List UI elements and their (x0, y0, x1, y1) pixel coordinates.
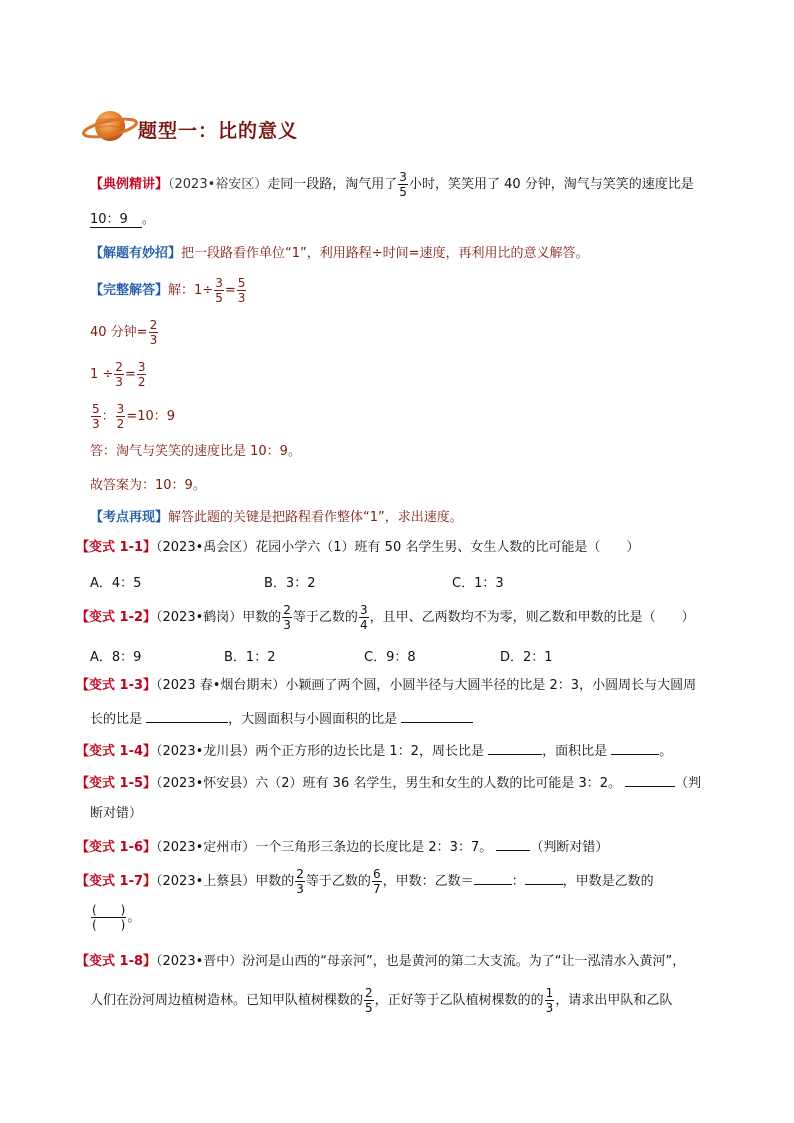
fraction: $\frac{2}{3}$ (115, 360, 123, 389)
fraction: $\frac{1}{3}$ (545, 986, 554, 1015)
variant-1-6: 【变式 1-6】（2023•定州市）一个三角形三条边的长度比是 2：3：7。 （判断对错） (76, 836, 608, 858)
variant-1-3-cont: 长的比是 ，大圆面积与小圆面积的比是 (90, 708, 473, 730)
example-line-2: 10：9 。 (90, 212, 155, 227)
variant-1-8: 【变式 1-8】（2023•晋中）汾河是山西的“母亲河”，也是黄河的第二大支流。为了“让一泓清水入黄河”， (76, 954, 686, 969)
tip-line: 【解题有妙招】把一段路看作单位“1”，利用路程÷时间=速度，再利用比的意义解答。 (90, 246, 589, 261)
solution-line-1: 【完整解答】解：1÷ $\frac{3}{5}$ = $\frac{5}{3}$ (90, 276, 246, 305)
answer-blank[interactable] (496, 836, 530, 851)
option-c[interactable]: C．1：3 (452, 576, 504, 591)
variant-1-2: 【变式 1-2】（2023•鹤岗）甲数的 $\frac{2}{3}$ 等于乙数的 $\frac{3}{4}$ ，且甲、乙两数均不为零，则乙数和甲数的比是（ ） (76, 603, 695, 632)
answer-blank[interactable] (401, 708, 473, 723)
fraction: $\frac{5}{3}$ (237, 276, 246, 305)
option-d[interactable]: D．2：1 (500, 650, 553, 665)
fraction: $\frac{2}{3}$ (149, 318, 158, 347)
variant-1-7-cont: $\frac{( )}{( )}$ 。 (92, 903, 141, 932)
review-tag: 【考点再现】 (90, 510, 169, 525)
tip-tag: 【解题有妙招】 (90, 246, 182, 261)
variant-1-5-cont: 断对错） (90, 806, 143, 821)
fraction: $\frac{3}{5}$ (215, 276, 223, 305)
fraction: $\frac{3}{4}$ (359, 603, 368, 632)
fraction: $\frac{2}{3}$ (283, 603, 291, 632)
fraction: $\frac{3}{2}$ (137, 360, 146, 389)
fraction-blank[interactable]: $\frac{( )}{( )}$ (92, 903, 126, 932)
option-b[interactable]: B．1：2 (224, 650, 276, 665)
answer-blank[interactable] (146, 708, 228, 723)
example-source: （2023•裕安区） (168, 177, 268, 192)
fraction: $\frac{2}{3}$ (296, 867, 304, 896)
solution-tag: 【完整解答】 (90, 283, 169, 298)
variant-1-5: 【变式 1-5】（2023•怀安县）六（2）班有 36 名学生，男生和女生的人数的比可能是 3：2。 （判 (76, 772, 701, 794)
solution-line-2: 40 分钟= $\frac{2}{3}$ (90, 318, 158, 347)
option-a[interactable]: A．4：5 (90, 576, 142, 591)
example-line-1: 【典例精讲】（2023•裕安区）走同一段路，淘气用了 $\frac{3}{5}$ 小时，笑笑用了 40 分钟，淘气与笑笑的速度比是 (90, 170, 694, 199)
variant-1-3: 【变式 1-3】（2023 春•烟台期末）小颖画了两个圆，小圆半径与大圆半径的比是 2：3，小圆周长与大圆周 (76, 678, 697, 693)
option-c[interactable]: C．9：8 (364, 650, 416, 665)
variant-1-1: 【变式 1-1】（2023•禹会区）花园小学六（1）班有 50 名学生男、女生人数的比可能是（ ） (76, 540, 640, 555)
fraction: $\frac{5}{3}$ (92, 402, 100, 431)
example-tag: 【典例精讲】 (90, 177, 169, 192)
fraction: $\frac{6}{7}$ (372, 867, 381, 896)
option-a[interactable]: A．8：9 (90, 650, 142, 665)
variant-1-4: 【变式 1-4】（2023•龙川县）两个正方形的边长比是 1：2，周长比是 ，面积比是 。 (76, 740, 672, 762)
variant-1-8-cont: 人们在汾河周边植树造林。已知甲队植树棵数的 $\frac{2}{5}$ ，正好等于乙队植树棵数的的 $\frac{1}{3}$ ，请求出甲队和乙队 (90, 986, 673, 1015)
review-line: 【考点再现】解答此题的关键是把路程看作整体“1”，求出速度。 (90, 510, 463, 525)
solution-answer: 答：淘气与笑笑的速度比是 10：9。 (90, 444, 301, 459)
fraction: $\frac{2}{5}$ (365, 986, 373, 1015)
solution-final: 故答案为：10：9。 (90, 478, 206, 493)
answer-blank[interactable] (474, 870, 512, 885)
fraction: $\frac{3}{2}$ (116, 402, 125, 431)
option-b[interactable]: B．3：2 (264, 576, 316, 591)
solution-line-3: 1 ÷ $\frac{2}{3}$ = $\frac{3}{2}$ (90, 360, 146, 389)
answer-blank[interactable] (625, 772, 675, 787)
fraction: $\frac{3}{5}$ (399, 170, 407, 199)
variant-1-7: 【变式 1-7】（2023•上蔡县）甲数的 $\frac{2}{3}$ 等于乙数的 $\frac{6}{7}$ ，甲数：乙数＝ ： ，甲数是乙数的 (76, 867, 654, 896)
answer-blank[interactable] (525, 870, 563, 885)
solution-line-4: $\frac{5}{3}$ ： $\frac{3}{2}$ =10：9 (92, 402, 176, 431)
answer-blank[interactable] (611, 740, 659, 755)
example-answer: 10：9 (90, 212, 142, 228)
answer-blank[interactable] (488, 740, 542, 755)
planet-icon (82, 104, 138, 148)
section-title: 题型一：比的意义 (138, 120, 299, 142)
